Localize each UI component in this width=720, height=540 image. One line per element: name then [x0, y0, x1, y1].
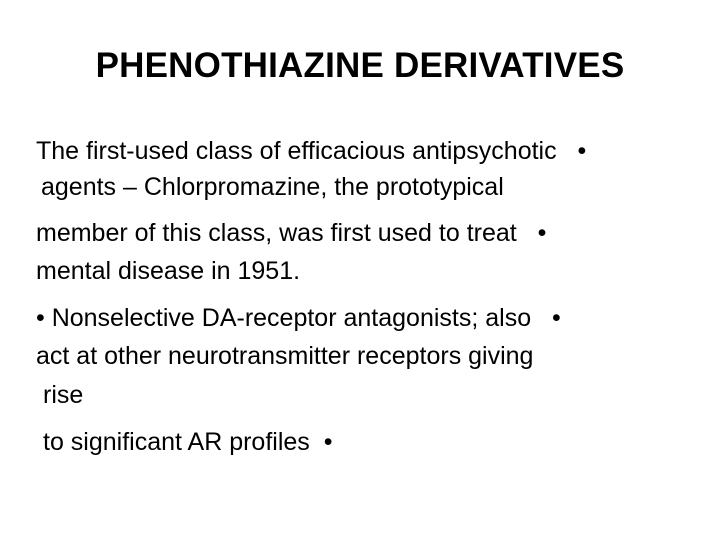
body-line-2: agents – Chlorpromazine, the prototypical: [41, 173, 504, 201]
body-line-3: member of this class, was first used to treat •: [36, 219, 547, 247]
body-line-6: act at other neurotransmitter receptors giving: [36, 342, 534, 370]
body-line-8: to significant AR profiles •: [43, 428, 333, 456]
body-line-7: rise: [43, 381, 84, 409]
slide-title: PHENOTHIAZINE DERIVATIVES: [95, 46, 625, 85]
body-line-1: The first-used class of efficacious antipsychotic •: [36, 137, 587, 165]
body-line-4: mental disease in 1951.: [36, 257, 301, 285]
body-line-5: • Nonselective DA-receptor antagonists; also •: [36, 304, 561, 332]
